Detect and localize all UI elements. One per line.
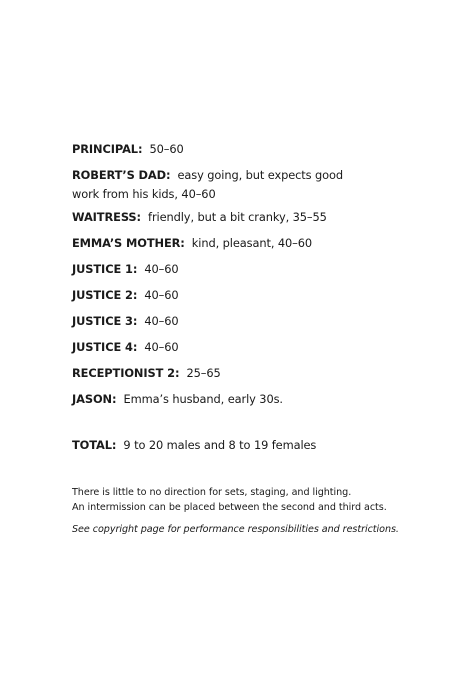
role-description: easy going, but expects good work from his kids, 40–60 — [72, 168, 344, 201]
role-description: 40–60 — [144, 340, 179, 354]
staging-note-line-1: There is little to no direction for sets, staging, and lighting. — [72, 487, 352, 498]
cast-entry-roberts-dad — [72, 166, 372, 204]
role-name: WAITRESS: — [72, 210, 141, 224]
staging-note-line-2: An intermission can be placed between the second and third acts. — [72, 502, 387, 513]
role-description: 40–60 — [144, 288, 179, 302]
role-name: JUSTICE 3: — [72, 314, 138, 328]
total-label: TOTAL: — [72, 438, 117, 452]
role-name: ROBERT’S DAD: — [72, 168, 171, 182]
role-description: Emma’s husband, early 30s. — [123, 392, 283, 406]
role-description: 40–60 — [144, 314, 179, 328]
cast-entry-justice-4 — [72, 338, 402, 357]
role-name: RECEPTIONIST 2: — [72, 366, 180, 380]
staging-note — [72, 485, 402, 515]
copyright-note: See copyright page for performance responsibilities and restrictions. — [72, 524, 399, 535]
role-name: JASON: — [72, 392, 117, 406]
role-name: JUSTICE 4: — [72, 340, 138, 354]
role-description: 40–60 — [144, 262, 179, 276]
cast-entry-justice-2 — [72, 286, 402, 305]
role-description: friendly, but a bit cranky, 35–55 — [148, 210, 327, 224]
role-name: EMMA’S MOTHER: — [72, 236, 185, 250]
role-description: 25–65 — [186, 366, 221, 380]
cast-entry-justice-1 — [72, 260, 402, 279]
total-description: 9 to 20 males and 8 to 19 females — [123, 438, 317, 452]
cast-entry-receptionist-2 — [72, 364, 402, 383]
cast-entry-jason — [72, 390, 402, 409]
cast-total — [72, 436, 402, 455]
role-name: JUSTICE 2: — [72, 288, 138, 302]
cast-entry-principal — [72, 140, 402, 159]
role-name: PRINCIPAL: — [72, 142, 143, 156]
cast-entry-waitress — [72, 208, 402, 227]
cast-entry-emmas-mother — [72, 234, 402, 253]
role-description: kind, pleasant, 40–60 — [191, 236, 313, 250]
role-description: 50–60 — [149, 142, 184, 156]
role-name: JUSTICE 1: — [72, 262, 138, 276]
cast-entry-justice-3 — [72, 312, 402, 331]
